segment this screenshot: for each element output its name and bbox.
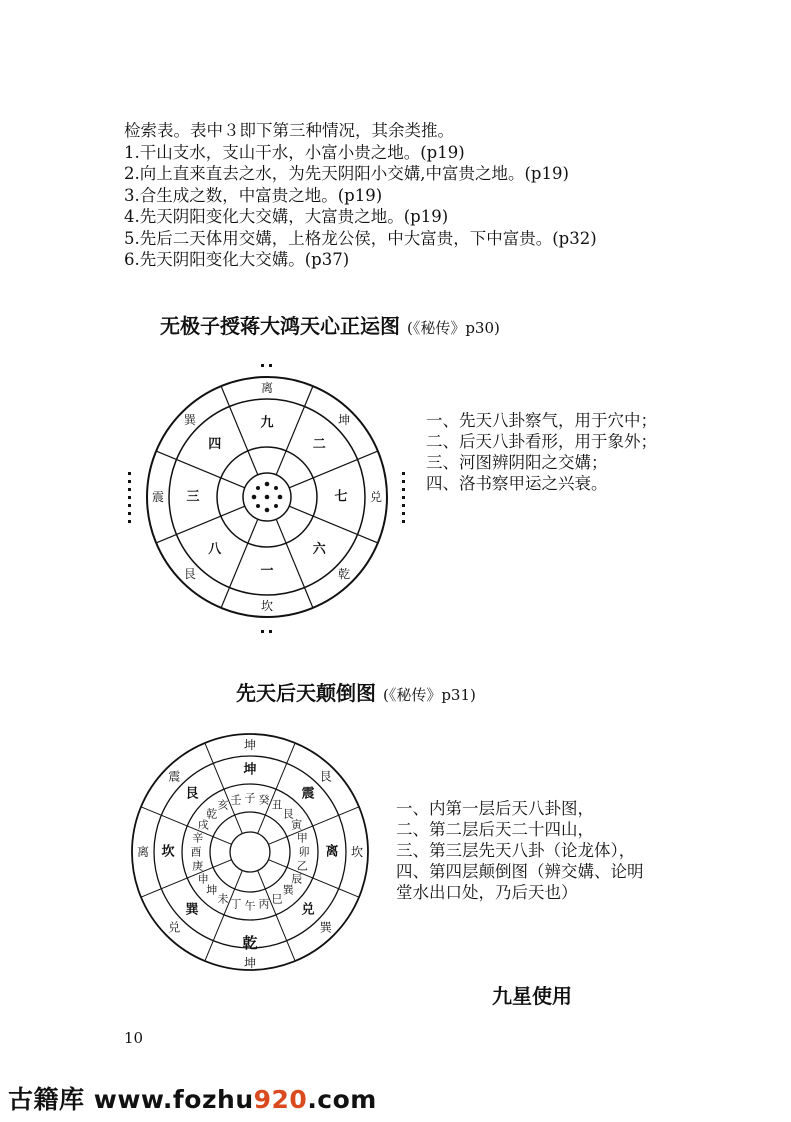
mountain-label: 巽 (282, 883, 294, 897)
intro-line: 6.先天阴阳变化大交媾。(p37) (124, 250, 350, 269)
mountain-label: 午 (244, 899, 256, 913)
xiantian-houtian-diagram (128, 730, 378, 975)
section1-heading (160, 310, 500, 339)
intro-text (124, 120, 597, 271)
mountain-label: 乾 (206, 807, 218, 821)
intro-line: 2.向上直来直去之水，为先天阴阳小交媾,中富贵之地。(p19) (124, 164, 569, 183)
trigram-label: 坎 (161, 844, 175, 860)
mountain-label: 未 (217, 892, 229, 906)
intro-line: 4.先天阴阳变化大交媾，大富贵之地。(p19) (124, 207, 449, 226)
trigram-label: 离 (260, 381, 274, 395)
number-label: 一 (260, 563, 274, 579)
note-line: 一、内第一层后天八卦图， (396, 799, 594, 818)
section2-notes (396, 798, 644, 903)
number-label: 二 (312, 437, 326, 453)
trigram-label: 坤 (243, 762, 257, 778)
mountain-label: 丑 (271, 798, 283, 812)
number-label: 七 (334, 489, 348, 505)
twenty-four-mountains (191, 792, 310, 913)
mountain-label: 巳 (271, 892, 283, 906)
inverted-label: 震 (168, 769, 181, 784)
footer-watermark (8, 1080, 377, 1116)
inverted-label: 艮 (319, 769, 332, 784)
number-label: 八 (208, 541, 222, 557)
inverted-label: 坎 (350, 845, 364, 859)
bottom-outer-label: 坤 (243, 956, 257, 970)
trigram-label: 艮 (185, 786, 199, 802)
section3-title: 九星使用 (492, 984, 572, 1008)
inverted-label: 坤 (243, 738, 257, 752)
trigram-label: 震 (301, 786, 315, 802)
trigram-label: 坎 (260, 599, 274, 613)
trigram-label: 巽 (185, 902, 199, 918)
inverted-label: 离 (136, 845, 150, 859)
mountain-label: 乙 (296, 859, 308, 873)
trigram-label: 坤 (338, 412, 351, 427)
mountain-label: 坤 (206, 883, 218, 897)
trigram-label: 巽 (183, 412, 196, 427)
trigram-labels (161, 762, 338, 918)
inverted-label: 兑 (168, 920, 181, 935)
mountain-label: 壬 (230, 793, 242, 807)
mountain-label: 甲 (296, 831, 308, 845)
note-line: 四、第四层颠倒图（辨交媾、论明 (396, 862, 644, 881)
site-name: 古籍库 (8, 1085, 85, 1114)
number-label: 三 (186, 489, 200, 505)
intro-line: 1.干山支水，支山干水，小富小贵之地。(p19) (124, 142, 465, 162)
note-line: 三、第三层先天八卦（论龙体）， (396, 841, 636, 860)
mountain-label: 申 (197, 872, 209, 886)
intro-line: 检索表。表中３即下第三种情况，其余类推。 (124, 121, 454, 140)
note-line: 四、洛书察甲运之兴衰。 (426, 474, 608, 493)
mountain-label: 丁 (230, 897, 242, 911)
intro-line: 5.先后二天体用交媾，上格龙公侯，中大富贵，下中富贵。(p32) (124, 228, 597, 248)
mountain-label: 辛 (192, 831, 204, 845)
note-line: 二、后天八卦看形，用于象外； (426, 432, 657, 451)
section2-source: (《秘传》p31) (382, 686, 476, 704)
number-label: 九 (260, 415, 274, 431)
third-ring (154, 756, 346, 948)
trigram-label: 乾 (338, 567, 351, 582)
center-dots (252, 482, 283, 513)
mountain-label: 亥 (217, 798, 229, 812)
page-number: 10 (124, 1029, 144, 1047)
mountain-label: 庚 (192, 859, 204, 873)
intro-line: 3.合生成之数，中富贵之地。(p19) (124, 185, 383, 205)
number-label: 六 (312, 541, 326, 557)
bottom-label: 乾 (242, 934, 258, 952)
trigram-label: 艮 (183, 567, 196, 582)
section1-source: (《秘传》p30) (406, 319, 500, 337)
number-label: 四 (208, 437, 222, 453)
inverted-label: 巽 (319, 920, 332, 935)
mountain-label: 辰 (291, 872, 303, 886)
mountain-label: 戌 (197, 818, 209, 832)
section2-heading (236, 677, 476, 706)
note-line: 一、先天八卦察气，用于穴中； (426, 411, 657, 430)
trigram-label: 离 (325, 844, 339, 860)
mountain-label: 寅 (291, 818, 303, 832)
trigram-label: 兑 (301, 902, 315, 918)
site-url: www.fozhu920.com (93, 1085, 377, 1114)
mountain-label: 卯 (298, 845, 310, 859)
trigram-label: 兑 (369, 490, 383, 504)
note-line: 堂水出口处，乃后天也） (396, 883, 578, 902)
mountain-label: 艮 (282, 807, 294, 821)
note-line: 二、第二层后天二十四山， (396, 820, 594, 839)
tianxin-diagram (122, 362, 417, 642)
note-line: 三、河图辨阴阳之交媾； (426, 453, 608, 472)
section2-title: 先天后天颠倒图 (236, 681, 376, 705)
section1-title: 无极子授蒋大鸿天心正运图 (160, 314, 400, 338)
trigram-label: 震 (151, 490, 165, 504)
mountain-label: 酉 (190, 845, 202, 859)
mountain-label: 子 (244, 791, 256, 805)
mountain-label: 丙 (258, 897, 270, 911)
center-ring (230, 832, 270, 872)
section1-notes (426, 410, 657, 494)
mountain-label: 癸 (258, 793, 270, 807)
section3-heading (492, 980, 572, 1009)
first-ring (210, 812, 290, 892)
